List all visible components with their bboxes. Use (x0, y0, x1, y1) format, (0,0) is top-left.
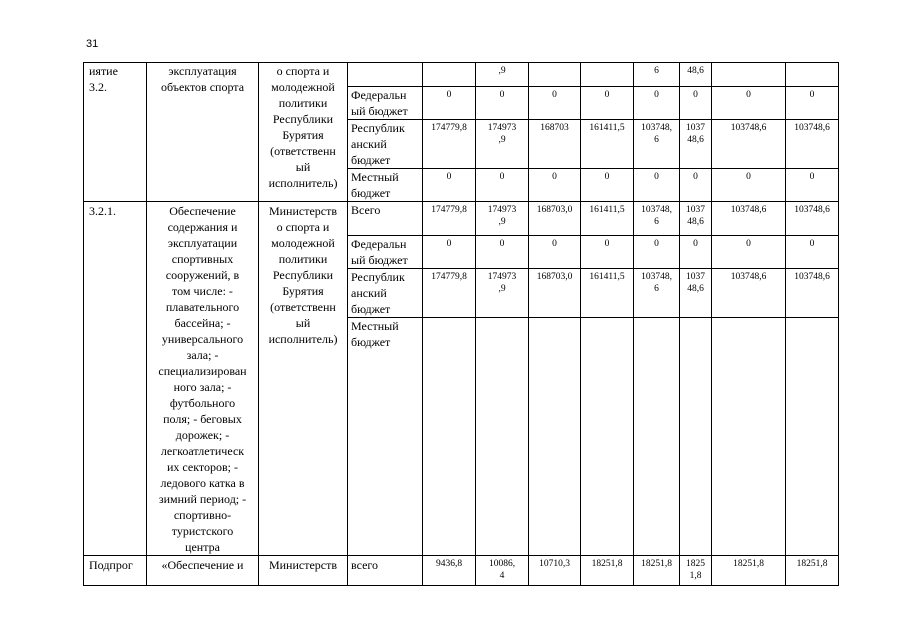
value-cell: 0 (581, 87, 634, 120)
row-executor: Министерств о спорта и молодежной политики Республики Бурятия (ответственн ый исполнитель) (259, 202, 348, 556)
value-cell: 0 (581, 236, 634, 269)
value-cell: 0 (680, 87, 712, 120)
value-cell: 103748,6 (786, 120, 839, 169)
value-cell: 103748, 6 (634, 269, 680, 318)
row-name: «Обеспечение и (147, 556, 259, 586)
value-cell: 174779,8 (423, 120, 476, 169)
funding-source (348, 63, 423, 87)
funding-source: Местный бюджет (348, 169, 423, 202)
value-cell: 103748,6 (712, 120, 786, 169)
value-cell: 0 (712, 87, 786, 120)
value-cell: 0 (634, 236, 680, 269)
value-cell: 103748, 6 (634, 120, 680, 169)
value-cell: 18251,8 (581, 556, 634, 586)
value-cell: 18251,8 (786, 556, 839, 586)
value-cell (786, 63, 839, 87)
value-cell (680, 318, 712, 556)
value-cell: 168703 (529, 120, 581, 169)
funding-source: Федеральн ый бюджет (348, 236, 423, 269)
row-executor: Министерств (259, 556, 348, 586)
funding-source: Федеральн ый бюджет (348, 87, 423, 120)
value-cell: 0 (581, 169, 634, 202)
value-cell: 0 (423, 169, 476, 202)
value-cell: 103748,6 (712, 269, 786, 318)
budget-table (83, 62, 839, 586)
value-cell: 0 (712, 236, 786, 269)
funding-source: Республик анский бюджет (348, 269, 423, 318)
value-cell: 0 (529, 87, 581, 120)
value-cell (423, 318, 476, 556)
value-cell: 48,6 (680, 63, 712, 87)
row-name: эксплуатация объектов спорта (147, 63, 259, 202)
value-cell: 0 (680, 236, 712, 269)
value-cell: 0 (634, 169, 680, 202)
value-cell (786, 318, 839, 556)
value-cell: 0 (680, 169, 712, 202)
value-cell: 0 (423, 87, 476, 120)
value-cell (634, 318, 680, 556)
value-cell (529, 318, 581, 556)
value-cell: 174973 ,9 (476, 269, 529, 318)
value-cell: 168703,0 (529, 202, 581, 236)
value-cell: 0 (476, 236, 529, 269)
value-cell: 1037 48,6 (680, 120, 712, 169)
value-cell (423, 63, 476, 87)
funding-source: Всего (348, 202, 423, 236)
value-cell: 10086, 4 (476, 556, 529, 586)
value-cell (712, 318, 786, 556)
row-name: Обеспечение содержания и эксплуатации спортивных сооружений, в том числе: - плавательного бассейна; - универсального зала; - специализирован ного зала; - футбольного поля; - беговых дорожек; - легкоатлетическ их секторов; - ледового катка в зимний период; - спортивно- туристского центра (147, 202, 259, 556)
value-cell: 103748,6 (786, 269, 839, 318)
value-cell (712, 63, 786, 87)
value-cell: 6 (634, 63, 680, 87)
table-row (84, 202, 839, 236)
value-cell: 103748,6 (712, 202, 786, 236)
row-code: 3.2.1. (84, 202, 147, 556)
value-cell: 18251,8 (634, 556, 680, 586)
value-cell: 0 (476, 169, 529, 202)
value-cell: 0 (786, 169, 839, 202)
page-number: 31 (86, 38, 99, 50)
row-code: иятие 3.2. (84, 63, 147, 202)
value-cell: 0 (476, 87, 529, 120)
value-cell: 174779,8 (423, 202, 476, 236)
row-executor: о спорта и молодежной политики Республики Бурятия (ответственн ый исполнитель) (259, 63, 348, 202)
value-cell: 1037 48,6 (680, 202, 712, 236)
value-cell: 1037 48,6 (680, 269, 712, 318)
value-cell: 0 (786, 236, 839, 269)
value-cell: 174779,8 (423, 269, 476, 318)
value-cell (529, 63, 581, 87)
value-cell: 18251,8 (712, 556, 786, 586)
value-cell (581, 63, 634, 87)
value-cell: 0 (712, 169, 786, 202)
value-cell: 0 (786, 87, 839, 120)
value-cell: 0 (529, 236, 581, 269)
value-cell: 161411,5 (581, 202, 634, 236)
table-row (84, 556, 839, 586)
table-row (84, 63, 839, 87)
value-cell: 168703,0 (529, 269, 581, 318)
value-cell: ,9 (476, 63, 529, 87)
value-cell: 174973 ,9 (476, 202, 529, 236)
funding-source: всего (348, 556, 423, 586)
funding-source: Республик анский бюджет (348, 120, 423, 169)
value-cell: 103748,6 (786, 202, 839, 236)
value-cell (581, 318, 634, 556)
value-cell (476, 318, 529, 556)
value-cell: 10710,3 (529, 556, 581, 586)
value-cell: 161411,5 (581, 269, 634, 318)
table-body (84, 63, 839, 586)
value-cell: 0 (529, 169, 581, 202)
value-cell: 174973 ,9 (476, 120, 529, 169)
value-cell: 9436,8 (423, 556, 476, 586)
value-cell: 0 (634, 87, 680, 120)
value-cell: 103748, 6 (634, 202, 680, 236)
value-cell: 161411,5 (581, 120, 634, 169)
funding-source: Местный бюджет (348, 318, 423, 556)
row-code: Подпрог (84, 556, 147, 586)
value-cell: 0 (423, 236, 476, 269)
value-cell: 1825 1,8 (680, 556, 712, 586)
